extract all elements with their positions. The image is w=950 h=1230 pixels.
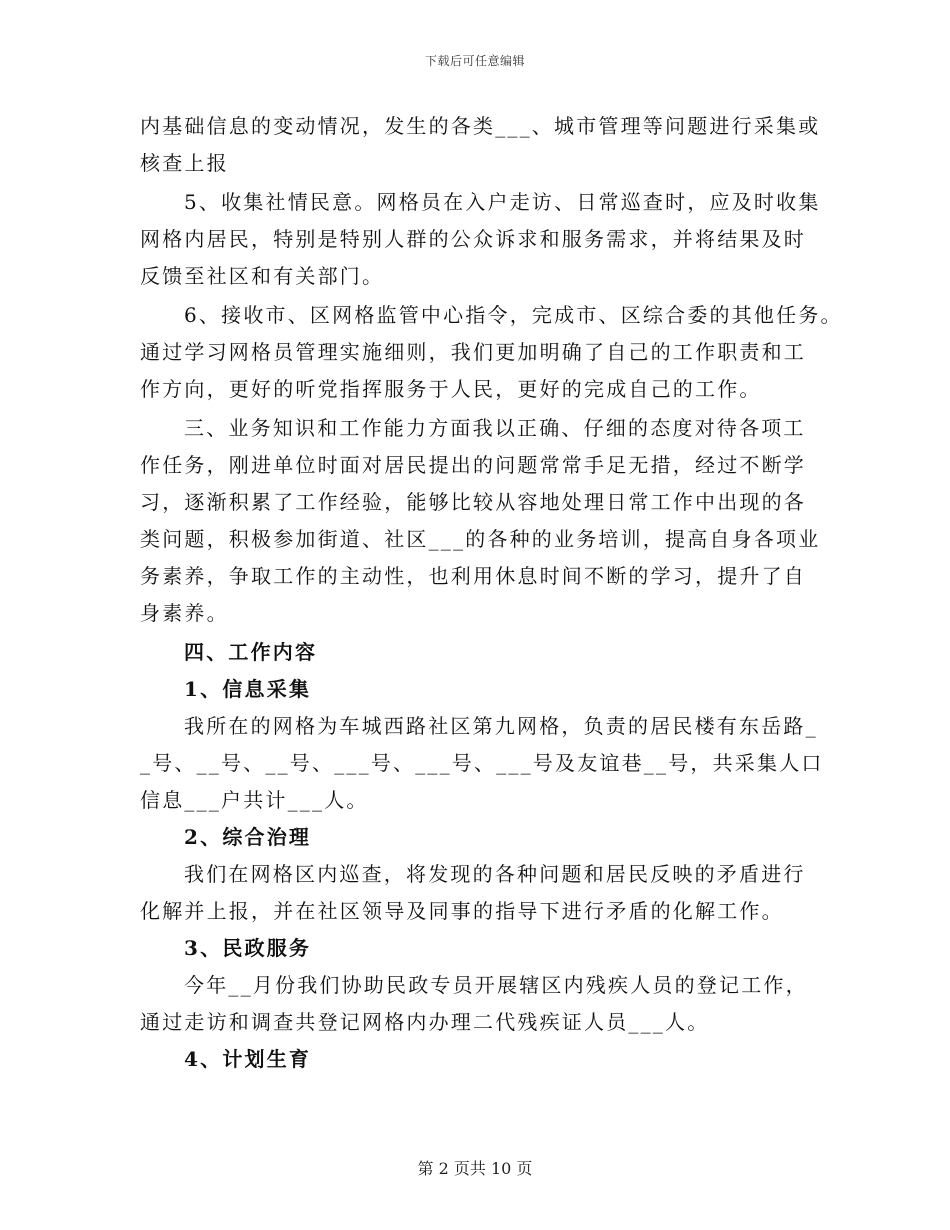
body-line: 习，逐渐积累了工作经验，能够比较从容地处理日常工作中出现的各 [140, 490, 806, 514]
body-line: 核查上报 [140, 151, 229, 175]
paragraph-line: 今年__月份我们协助民政专员开展辖区内残疾人员的登记工作， [184, 973, 808, 997]
body-line: 身素养。 [140, 601, 229, 625]
subheading-info-collection: 1、信息采集 [184, 677, 312, 701]
page-footer: 第 2 页共 10 页 [417, 1159, 533, 1178]
body-line: 化解并上报，并在社区领导及同事的指导下进行矛盾的化解工作。 [140, 899, 784, 923]
body-line: 类问题，积极参加街道、社区___的各种的业务培训，提高自身各项业 [140, 527, 821, 551]
section-three-paragraph: 三、业务知识和工作能力方面我以正确、仔细的态度对待各项工 [184, 416, 806, 440]
document-body [140, 108, 843, 1078]
list-item-5: 5、收集社情民意。网格员在入户走访、日常巡查时，应及时收集 [184, 190, 821, 214]
body-line: 网格内居民，特别是特别人群的公众诉求和服务需求，并将结果及时 [140, 227, 806, 251]
body-line: 作方向，更好的听党指挥服务于人民，更好的完成自己的工作。 [140, 377, 762, 401]
paragraph-line: 我们在网格区内巡查，将发现的各种问题和居民反映的矛盾进行 [184, 862, 806, 886]
body-line: _号、__号、__号、___号、___号、___号及友谊巷__号，共采集人口 [140, 751, 824, 775]
subheading-civil-affairs: 3、民政服务 [184, 936, 312, 960]
subheading-comprehensive-governance: 2、综合治理 [184, 825, 312, 849]
paragraph-line: 我所在的网格为车城西路社区第九网格，负责的居民楼有东岳路_ [184, 714, 818, 738]
body-line: 内基础信息的变动情况，发生的各类___、城市管理等问题进行采集或 [140, 114, 821, 138]
subheading-family-planning: 4、计划生育 [184, 1047, 312, 1071]
page-header: 下载后可任意编辑 [424, 54, 525, 68]
body-line: 反馈至社区和有关部门。 [140, 264, 385, 288]
list-item-6: 6、接收市、区网格监管中心指令，完成市、区综合委的其他任务。 [184, 303, 843, 327]
body-line: 信息___户共计___人。 [140, 788, 369, 812]
body-line: 通过学习网格员管理实施细则，我们更加明确了自己的工作职责和工 [140, 340, 806, 364]
body-line: 作任务，刚进单位时面对居民提出的问题常常手足无措，经过不断学 [140, 453, 806, 477]
section-heading-work-content: 四、工作内容 [184, 640, 318, 664]
body-line: 通过走访和调查共登记网格内办理二代残疾证人员___人。 [140, 1010, 710, 1034]
body-line: 务素养，争取工作的主动性，也利用休息时间不断的学习，提升了自 [140, 564, 806, 588]
